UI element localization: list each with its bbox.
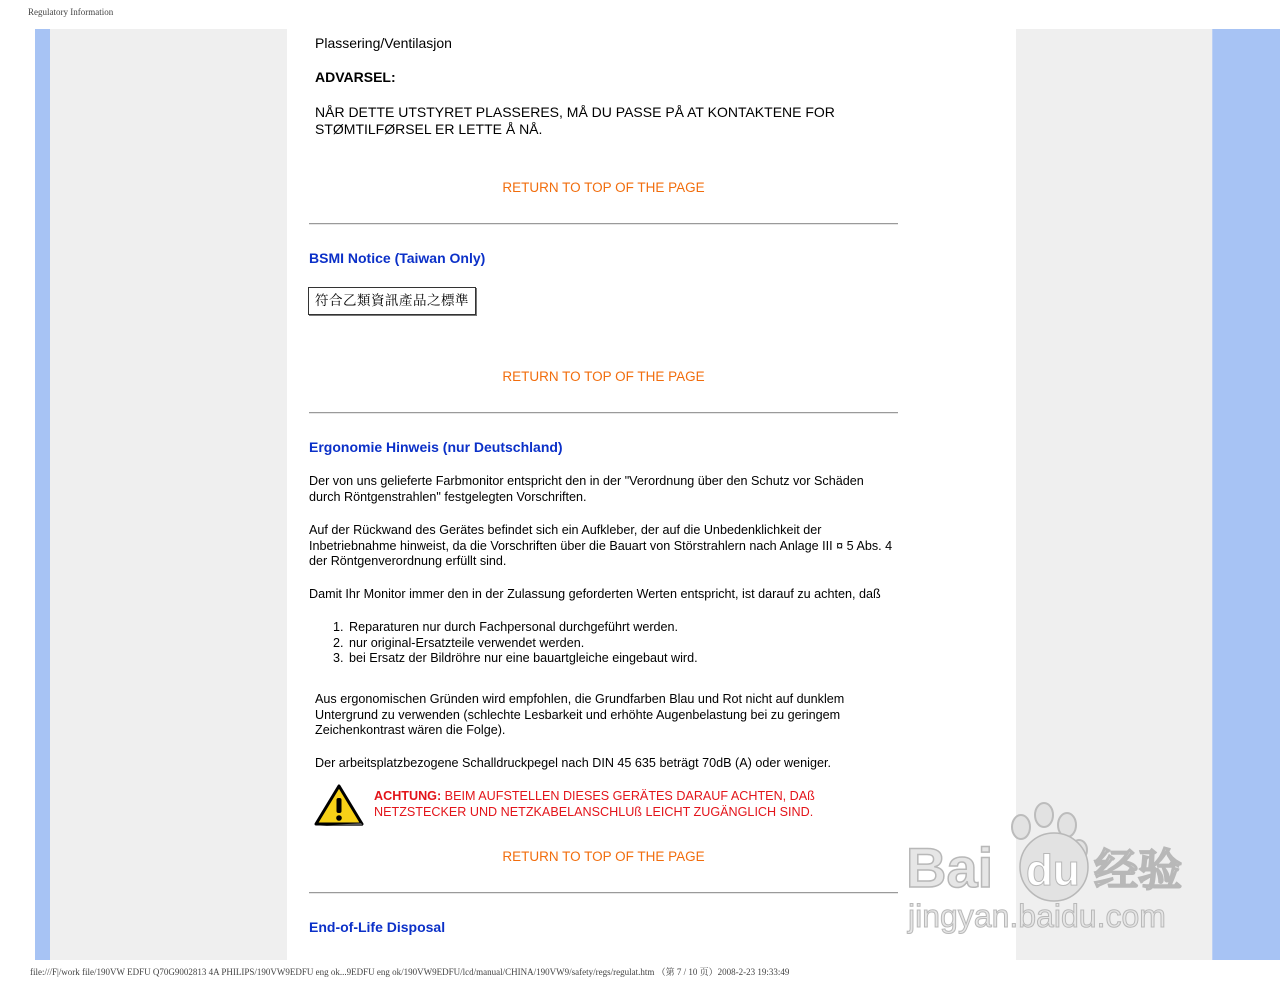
ergonomie-heading: Ergonomie Hinweis (nur Deutschland): [309, 439, 563, 455]
ergonomie-paragraph-1: Der von uns gelieferte Farbmonitor entspricht den in der "Verordnung über den Schutz vor Schäden durch Röntgenstrahlen" festgelegten Vorschriften.: [309, 474, 864, 504]
end-of-life-heading: End-of-Life Disposal: [309, 919, 446, 935]
ergonomie-paragraph-3: Damit Ihr Monitor immer den in der Zulassung geforderten Werten entspricht, ist darauf zu achten, daß: [309, 587, 881, 601]
svg-text:jingyan.baidu.com: jingyan.baidu.com: [908, 898, 1166, 934]
achtung-label: ACHTUNG:: [374, 789, 442, 803]
return-to-top-link[interactable]: RETURN TO TOP OF THE PAGE: [502, 180, 705, 195]
requirements-list: [309, 620, 698, 667]
bsmi-label-image: 符合乙類資訊產品之標準: [308, 287, 476, 315]
list-item: 3. bei Ersatz der Bildröhre nur eine bauartgleiche eingebaut wird.: [347, 651, 698, 667]
svg-text:经验: 经验: [1094, 845, 1182, 896]
document-header: Regulatory Information: [28, 7, 114, 17]
ergonomie-paragraph-5: Der arbeitsplatzbezogene Schalldruckpegel nach DIN 45 635 beträgt 70dB (A) oder weniger.: [315, 756, 831, 770]
achtung-warning: [374, 789, 844, 820]
ergonomie-paragraph-4: Aus ergonomischen Gründen wird empfohlen, die Grundfarben Blau und Rot nicht auf dunklem Untergrund zu verwenden (schlechte Lesbarkeit und erhöhte Augenbelastung bei zu geringem Zeichenkontrast wären die Folge).: [315, 692, 845, 737]
bsmi-heading: BSMI Notice (Taiwan Only): [309, 250, 486, 266]
svg-text:du: du: [1026, 846, 1080, 895]
section-divider: [309, 892, 898, 894]
return-to-top-link[interactable]: RETURN TO TOP OF THE PAGE: [502, 369, 705, 384]
baidu-watermark-logo: [904, 795, 1204, 945]
document-footer-path: file:///F|/work file/190VW EDFU Q70G9002813 4A PHILIPS/190VW9EDFU eng ok...9EDFU eng ok/190VW9EDFU/lcd/manual/CHINA/190VW9/safety/regs/regulat.htm （第 7 / 10 页）2008-2-23 19:33:49: [30, 967, 790, 977]
left-blue-border: [35, 29, 50, 960]
warning-triangle-icon: [314, 783, 364, 827]
achtung-text: BEIM AUFSTELLEN DIESES GERÄTES DARAUF ACHTEN, DAß NETZSTECKER UND NETZKABELANSCHLUß LEICHT ZUGÄNGLICH SIND.: [374, 789, 815, 819]
norway-label: Plassering/Ventilasjon: [315, 35, 452, 51]
left-gray-column: [50, 29, 287, 960]
norway-warning-body: NÅR DETTE UTSTYRET PLASSERES, MÅ DU PASSE PÅ AT KONTAKTENE FOR STØMTILFØRSEL ER LETTE Å NÅ.: [315, 104, 835, 137]
list-item: 2. nur original-Ersatzteile verwendet werden.: [347, 636, 698, 652]
list-item: 1. Reparaturen nur durch Fachpersonal durchgeführt werden.: [347, 620, 698, 636]
right-blue-border: [1213, 29, 1280, 960]
norway-warning-title: ADVARSEL:: [315, 69, 396, 85]
section-divider: [309, 223, 898, 225]
section-divider: [309, 412, 898, 414]
return-to-top-link[interactable]: RETURN TO TOP OF THE PAGE: [502, 849, 705, 864]
svg-text:Bai: Bai: [906, 836, 994, 899]
ergonomie-paragraph-2: Auf der Rückwand des Gerätes befindet sich ein Aufkleber, der auf die Unbedenklichkeit der Inbetriebnahme hinweist, da die Vorschriften über die Bauart von Störstrahlern nach Anlage III ¤ 5 Abs. 4 der Röntgenverordnung erfüllt sind.: [309, 523, 893, 568]
